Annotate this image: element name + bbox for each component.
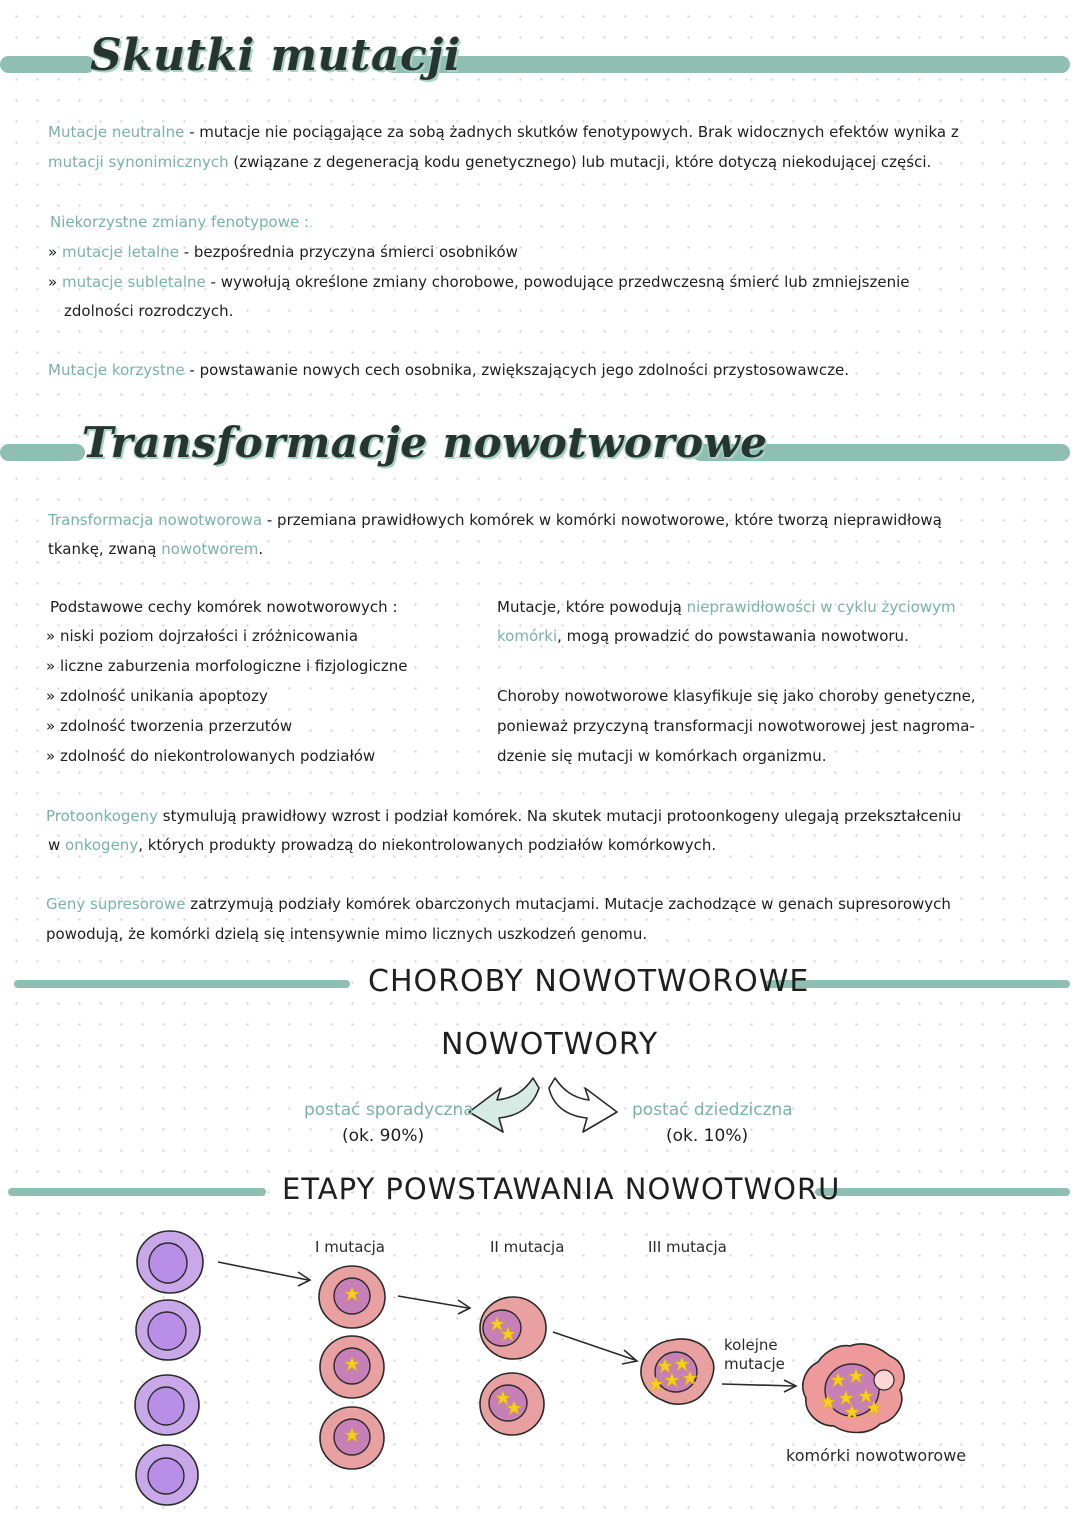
divider-left	[14, 980, 350, 988]
arrow-right-icon	[549, 1078, 617, 1132]
sporadic-label: postać sporadyczna	[304, 1100, 474, 1120]
term-lethal: mutacje letalne	[61, 243, 179, 261]
normal-cell	[136, 1300, 200, 1360]
definition-line1	[48, 506, 942, 535]
branch-arrows	[455, 1070, 630, 1145]
mutated-cell	[320, 1336, 384, 1398]
lethal-text: - bezpośrednia przyczyna śmierci osobników	[178, 243, 518, 261]
cancer-diseases-heading: CHOROBY NOWOTWOROWE	[368, 964, 810, 999]
title-bar-left	[0, 444, 85, 461]
term-synonymous-mutations: mutacji synonimicznych	[48, 153, 229, 171]
right-line2	[497, 622, 909, 651]
divider-right	[815, 1188, 1070, 1196]
title-bar-right	[385, 56, 1070, 73]
right-text: Mutacje, które powodują	[497, 598, 687, 616]
term-suppressor-genes: Geny supresorowe	[46, 895, 186, 913]
tumor-cells-label: komórki nowotworowe	[786, 1446, 967, 1465]
normal-cell	[136, 1445, 198, 1505]
term-sublethal: mutacje subletalne	[61, 273, 206, 291]
protooncogenes-text3: , których produkty prowadzą do niekontrolowanych podziałów komórkowych.	[138, 836, 717, 854]
feature-text: zdolność unikania apoptozy	[59, 687, 268, 705]
title-bar-left	[0, 56, 95, 73]
step3-label: III mutacja	[648, 1238, 727, 1256]
tumors-heading: NOWOTWORY	[441, 1027, 659, 1062]
arrow-right-icon	[218, 1262, 310, 1286]
term-oncogenes: onkogeny	[65, 836, 139, 854]
divider-left	[8, 1188, 266, 1196]
divider-right	[765, 980, 1070, 988]
sublethal-text: - wywołują określone zmiany chorobowe, powodujące przedwczesną śmierć lub zmniejszenie	[205, 273, 910, 291]
tumor-cell	[803, 1344, 904, 1433]
lethal-line	[48, 238, 518, 267]
term-favorable: Mutacje korzystne	[48, 361, 185, 379]
right-text: , mogą prowadzić do powstawania nowotworu.	[557, 627, 909, 645]
mutated-cell	[319, 1266, 385, 1328]
arrow-right-icon	[722, 1380, 796, 1392]
next-mutations-label-2: mutacje	[724, 1355, 785, 1373]
section-title-mutation-effects: Skutki mutacji	[90, 30, 461, 81]
tumor-stages-diagram	[0, 1220, 1080, 1520]
normal-cell	[135, 1375, 199, 1435]
next-mutations-label-1: kolejne	[724, 1336, 778, 1354]
term-cell-cycle: nieprawidłowości w cyklu życiowym	[686, 598, 956, 616]
bullet-icon: »	[46, 687, 60, 705]
mutated-cell	[320, 1407, 384, 1469]
right-line5: dzenie się mutacji w komórkach organizmu.	[497, 747, 827, 765]
term-protooncogenes: Protoonkogeny	[46, 807, 159, 825]
bullet-icon: »	[46, 657, 60, 675]
feature-text: zdolność tworzenia przerzutów	[59, 717, 293, 735]
suppressor-text: zatrzymują podziały komórek obarczonych mutacjami. Mutacje zachodzące w genach supresorowych	[185, 895, 951, 913]
term-tumor: nowotworem	[161, 540, 259, 558]
sublethal-line2: zdolności rozrodczych.	[64, 302, 234, 320]
bullet-icon: »	[48, 243, 62, 261]
features-heading: Podstawowe cechy komórek nowotworowych :	[50, 598, 398, 616]
term-neutral-mutations: Mutacje neutralne	[48, 123, 185, 141]
mutated-cell	[641, 1339, 714, 1404]
feature-item	[46, 742, 375, 771]
favorable-line	[48, 356, 849, 385]
protooncogenes-line1	[46, 802, 961, 831]
stages-heading: ETAPY POWSTAWANIA NOWOTWORU	[282, 1172, 841, 1206]
sublethal-line	[48, 268, 910, 297]
mutated-cell	[480, 1373, 544, 1435]
protooncogenes-text2: w	[48, 836, 66, 854]
definition-text: - przemiana prawidłowych komórek w komórki nowotworowe, które tworzą nieprawidłową	[262, 511, 942, 529]
hereditary-label: postać dziedziczna	[632, 1100, 793, 1120]
definition-text2: tkankę, zwaną	[48, 540, 162, 558]
synonymous-text: (związane z degeneracją kodu genetycznego) lub mutacji, które dotyczą niekodującej części.	[228, 153, 932, 171]
normal-cell	[137, 1231, 203, 1293]
sporadic-percent: (ok. 90%)	[342, 1126, 425, 1146]
protooncogenes-line2	[48, 831, 716, 860]
right-line3: Choroby nowotworowe klasyfikuje się jako choroby genetyczne,	[497, 687, 976, 705]
arrow-right-icon	[553, 1332, 637, 1364]
right-line4: ponieważ przyczyną transformacji nowotworowej jest nagroma-	[497, 717, 975, 735]
feature-text: niski poziom dojrzałości i zróżnicowania	[59, 627, 359, 645]
section-title-neoplastic-transformation: Transformacje nowotworowe	[82, 418, 768, 467]
definition-period: .	[258, 540, 264, 558]
protooncogenes-text: stymulują prawidłowy wzrost i podział komórek. Na skutek mutacji protoonkogeny ulegają przekształceniu	[158, 807, 962, 825]
bullet-icon: »	[46, 747, 60, 765]
right-line1	[497, 593, 956, 622]
bullet-icon: »	[46, 627, 60, 645]
feature-item	[46, 652, 407, 681]
favorable-text: - powstawanie nowych cech osobnika, zwiększających jego zdolności przystosowawcze.	[184, 361, 849, 379]
mutated-cell	[480, 1297, 546, 1359]
neutral-mutations-line2	[48, 148, 931, 177]
step1-label: I mutacja	[315, 1238, 385, 1256]
feature-text: liczne zaburzenia morfologiczne i fizjologiczne	[59, 657, 408, 675]
term-cell: komórki	[497, 627, 558, 645]
suppressor-line1	[46, 890, 951, 919]
feature-text: zdolność do niekontrolowanych podziałów	[59, 747, 376, 765]
hereditary-percent: (ok. 10%)	[666, 1126, 749, 1146]
unfavorable-heading: Niekorzystne zmiany fenotypowe :	[50, 213, 310, 231]
bullet-icon: »	[48, 273, 62, 291]
feature-item	[46, 682, 268, 711]
definition-line2	[48, 535, 263, 564]
arrow-left-icon	[469, 1078, 539, 1132]
feature-item	[46, 622, 358, 651]
suppressor-line2: powodują, że komórki dzielą się intensywnie mimo licznych uszkodzeń genomu.	[46, 925, 648, 943]
bullet-icon: »	[46, 717, 60, 735]
arrow-right-icon	[398, 1296, 470, 1314]
neutral-mutations-line1	[48, 118, 959, 147]
feature-item	[46, 712, 292, 741]
neutral-mutations-text: - mutacje nie pociągające za sobą żadnych skutków fenotypowych. Brak widocznych efektów wynika z	[184, 123, 959, 141]
step2-label: II mutacja	[490, 1238, 565, 1256]
term-neoplastic-transformation: Transformacja nowotworowa	[48, 511, 263, 529]
